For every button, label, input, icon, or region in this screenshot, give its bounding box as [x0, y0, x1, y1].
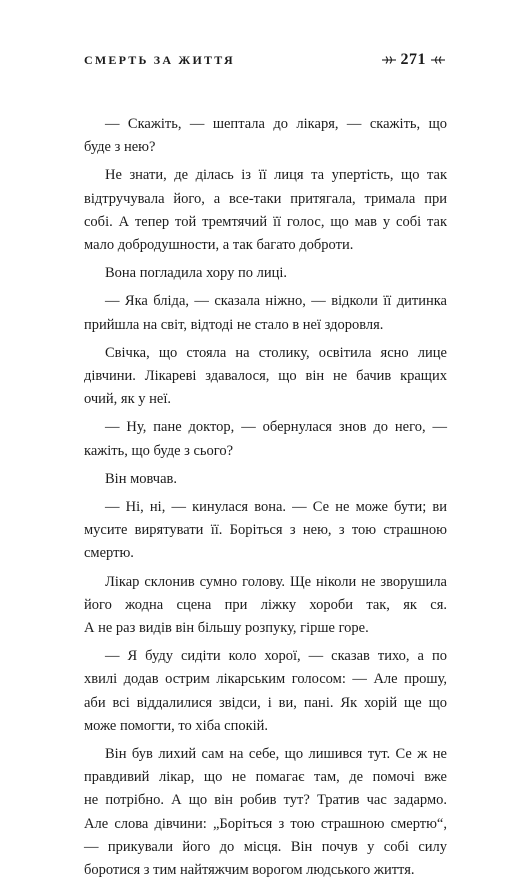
paragraph [84, 290, 447, 336]
page-number-group [381, 51, 447, 69]
text-line: очий, як у неї. [84, 391, 171, 408]
right-ornament-icon [430, 55, 446, 65]
text-line: Свічка, що стояла на столику, освітила ясно лице [105, 344, 447, 361]
text-line: Він був лихий сам на себе, що лишився тут. Се ж не [105, 746, 447, 763]
text-line: може помогти, то хіба спокій. [84, 717, 269, 734]
body-text [84, 113, 447, 887]
text-line: Але слова дівчини: „Боріться з тою страшною смертю“, — прикували його до місця. Він почув у собі силу [84, 815, 447, 855]
paragraph [84, 164, 447, 257]
text-line: Вона погладила хору по лиці. [105, 265, 287, 282]
text-line: кажіть, що буде з сього? [84, 442, 234, 459]
text-line: — Яка бліда, — сказала ніжно, — відколи її дитинка [105, 293, 447, 310]
text-line: собі. А тепер той тремтячий її голос, що мав у собі так [84, 213, 447, 230]
paragraph [84, 262, 447, 285]
paragraph [84, 113, 447, 159]
text-line: Він мовчав. [105, 470, 178, 487]
text-line: — Ну, пане доктор, — обернулася знов до него, — [105, 419, 447, 436]
paragraph [84, 416, 447, 462]
text-line: прийшла на світ, відтоді не стало в неї здоровля. [84, 316, 384, 333]
text-line: буде з нею? [84, 139, 156, 156]
text-line: не потрібно. А що він робив тут? Тратив час задармо. [84, 792, 447, 809]
text-line: смертю. [84, 545, 134, 562]
text-line: аби всі віддалилися звідси, і ви, пані. Як хорій ще що [84, 694, 447, 711]
paragraph [84, 645, 447, 738]
text-line: мало добродушности, а так багато доброти. [84, 237, 354, 254]
text-line: правдивий лікар, що не помагає там, де помочі вже [84, 769, 447, 786]
text-line: боротися з тим найтяжчим ворогом людського життя. [84, 862, 415, 879]
left-ornament-icon [381, 55, 397, 65]
text-line: — Ні, ні, — кинулася вона. — Се не може бути; ви [105, 499, 447, 516]
text-line: А не раз видів він більшу розпуку, гірше горе. [84, 620, 369, 637]
text-line: дівчини. Лікареві здавалося, що він не бачив кращих [84, 368, 447, 385]
text-line: Лікар склонив сумно голову. Ще ніколи не зворушила [105, 573, 447, 590]
text-line: Не знати, де ділась із її лиця та упертість, що так [105, 167, 447, 184]
text-line: — Скажіть, — шептала до лікаря, — скажіть, що [105, 116, 447, 132]
paragraph [84, 571, 447, 641]
text-line: відтручувала його, а все-таки притягала, тримала при [84, 190, 447, 207]
running-head [84, 50, 446, 70]
text-line: хвилі додав острим лікарським голосом: — Але прошу, [84, 671, 447, 688]
paragraph [84, 468, 447, 491]
text-line: його жодна сцена при ліжку хороби так, як ся. [84, 596, 447, 613]
running-head-title: СМЕРТЬ ЗА ЖИТТЯ [84, 52, 235, 67]
paragraph [84, 342, 447, 412]
page-number: 271 [400, 51, 426, 68]
text-line: мусите вирятувати її. Боріться з нею, з тою страшною [84, 522, 447, 539]
paragraph [84, 496, 447, 566]
text-line: — Я буду сидіти коло хорої, — сказав тихо, а по [105, 648, 447, 665]
paragraph [84, 743, 447, 882]
